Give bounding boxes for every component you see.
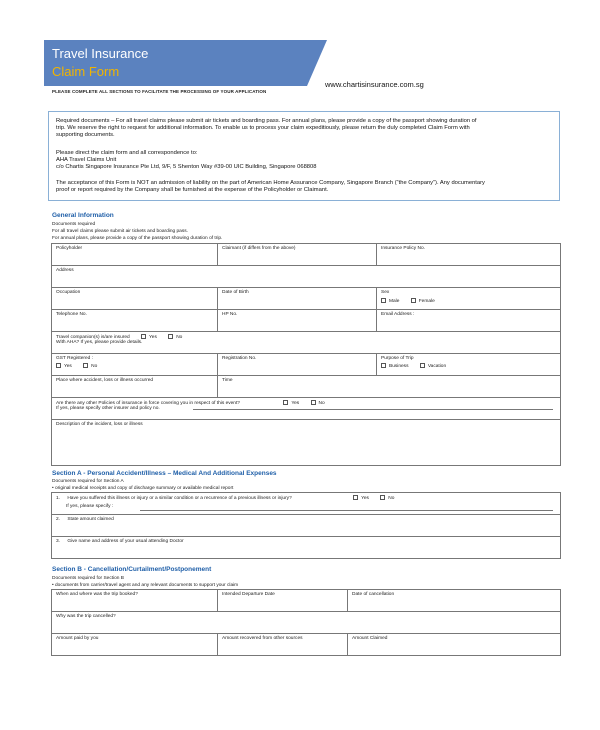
why-cancelled-label: Why was the trip cancelled? (56, 614, 116, 619)
amount-claimed-label: Amount Claimed (352, 636, 388, 641)
sex-field (377, 288, 561, 310)
section-a-table (51, 492, 561, 559)
when-booked-label: When and where was the trip booked? (56, 592, 138, 597)
companions-note: With AHA? If yes, please provide details. (56, 339, 143, 345)
other-policies-yes-checkbox[interactable] (283, 400, 288, 405)
companions-yes-checkbox[interactable] (141, 334, 146, 339)
general-docs: Documents required (52, 222, 96, 227)
policy-no-label: Insurance Policy No. (381, 246, 425, 251)
email-label: Email Address : (381, 312, 415, 317)
q1-field (52, 493, 561, 515)
section-b-docs: Documents required for Section B (52, 576, 124, 581)
address-field[interactable] (52, 266, 561, 288)
occupation-label: Occupation (56, 290, 81, 295)
notice-text: c/o Chartis Singapore Insurance Pte Ltd, 9/F, 5 Shenton Way #39-00 UIC Building, Singapore 068808 (56, 164, 317, 170)
telephone-label: Telephone No. (56, 312, 87, 317)
general-heading: General Information (52, 212, 114, 219)
gst-yes-checkbox[interactable] (56, 363, 61, 368)
registration-field[interactable] (218, 354, 377, 376)
companions-no-label: No (176, 334, 183, 340)
notice-text: supporting documents. (56, 132, 115, 138)
section-b-docs: • documents from carrier/travel agent and any relevant documents to support your claim (52, 583, 239, 588)
description-field[interactable] (52, 420, 561, 466)
male-label: Male (389, 298, 400, 304)
gst-label: GST Registered : (56, 356, 93, 361)
female-label: Female (418, 298, 435, 304)
q1-label: Have you suffered this illness or injury or a similar condition or a recurrence of a previous illness or injury? (67, 495, 292, 501)
companions-no-checkbox[interactable] (168, 334, 173, 339)
q2-label: State amount claimed (67, 517, 114, 522)
cancellation-label: Date of cancellation (352, 592, 395, 597)
section-b-heading: Section B - Cancellation/Curtailment/Postponement (52, 566, 212, 573)
claimant-label: Claimant (if differs from the above) (222, 246, 296, 251)
sex-label: Sex (381, 290, 390, 295)
policyholder-label: Policyholder (56, 246, 83, 251)
general-docs: For annual plans, please provide a copy of the passport showing duration of trip. (52, 236, 223, 241)
email-field[interactable] (377, 310, 561, 332)
other-policies-no-label: No (318, 400, 325, 406)
form-title: Travel Insurance (52, 46, 149, 61)
address-label: Address (56, 268, 74, 273)
amount-paid-field[interactable] (52, 634, 218, 656)
business-checkbox[interactable] (381, 363, 386, 368)
companions-label: Travel companion(s) is/are insured (56, 334, 130, 340)
amount-claimed-field[interactable] (348, 634, 561, 656)
section-b-table (51, 589, 561, 656)
place-field[interactable] (52, 376, 218, 398)
cancellation-field[interactable] (348, 590, 561, 612)
gst-no-label: No (91, 363, 98, 369)
hp-label: HP No. (222, 312, 238, 317)
policy-no-field[interactable] (377, 244, 561, 266)
gst-field (52, 354, 218, 376)
q2-number: 2. (56, 517, 61, 522)
time-field[interactable] (218, 376, 561, 398)
female-checkbox[interactable] (411, 298, 416, 303)
q1-no-checkbox[interactable] (380, 495, 385, 500)
section-a-heading: Section A - Personal Accident/Illness – Medical And Additional Expenses (52, 470, 277, 477)
departure-label: Intended Departure Date (222, 592, 275, 597)
notice-text: proof or report required by the Company shall be furnished at the expense of the Policyholder or Claimant. (56, 187, 329, 193)
q1-number: 1. (56, 495, 61, 501)
notice-text: The acceptance of this Form is NOT an admission of liability on the part of American Home Assurance Company, Singapore Branch (“the Company”). Any documentary (56, 180, 485, 186)
q1-no-label: No (388, 495, 395, 501)
notice-text: Required documents – For all travel claims please submit air tickets and boarding pass. For annual plans, please provide a copy of the passport showing duration of (56, 118, 477, 124)
website-link[interactable]: www.chartisinsurance.com.sg (325, 80, 424, 89)
notice-box (48, 111, 560, 201)
why-cancelled-field[interactable] (52, 612, 561, 634)
q1-specify-label: If yes, please specify : (66, 503, 114, 509)
place-label: Place where accident, loss or illness occurred (56, 378, 154, 383)
companions-field (52, 332, 561, 354)
form-subtitle: Claim Form (52, 64, 120, 79)
purpose-label: Purpose of Trip (381, 356, 414, 361)
time-label: Time (222, 378, 233, 383)
general-info-table (51, 243, 561, 466)
instruction-text: PLEASE COMPLETE ALL SECTIONS TO FACILITATE THE PROCESSING OF YOUR APPLICATION (52, 89, 267, 94)
q2-field[interactable] (52, 515, 561, 537)
policyholder-field[interactable] (52, 244, 218, 266)
occupation-field[interactable] (52, 288, 218, 310)
gst-yes-label: Yes (64, 363, 72, 369)
q3-number: 3. (56, 539, 61, 544)
dob-field[interactable] (218, 288, 377, 310)
notice-text: Please direct the claim form and all correspondence to: (56, 150, 198, 156)
other-specify-label: If yes, please specify other insurer and policy no. (56, 405, 160, 411)
gst-no-checkbox[interactable] (83, 363, 88, 368)
amount-paid-label: Amount paid by you (56, 636, 99, 641)
other-policies-no-checkbox[interactable] (311, 400, 316, 405)
q3-field[interactable] (52, 537, 561, 559)
q1-yes-checkbox[interactable] (353, 495, 358, 500)
telephone-field[interactable] (52, 310, 218, 332)
business-label: Business (389, 363, 409, 369)
companions-yes-label: Yes (149, 334, 157, 340)
general-docs: For all travel claims please submit air tickets and boarding pass. (52, 229, 188, 234)
q1-specify-line[interactable] (140, 510, 553, 511)
dob-label: Date of Birth (222, 290, 249, 295)
vacation-checkbox[interactable] (420, 363, 425, 368)
section-a-docs: Documents required for Section A (52, 479, 124, 484)
q1-yes-label: Yes (361, 495, 369, 501)
amount-recovered-label: Amount recovered from other sources (222, 636, 303, 641)
other-policies-label: Are there any other Policies of insurance in force covering you in respect of this event? (56, 400, 240, 406)
purpose-field (377, 354, 561, 376)
notice-text: AHA Travel Claims Unit (56, 157, 117, 163)
other-specify-line[interactable] (193, 409, 553, 410)
hp-field[interactable] (218, 310, 377, 332)
when-booked-field[interactable] (52, 590, 218, 612)
description-label: Description of the incident, loss or illness (56, 422, 143, 427)
q3-label: Give name and address of your usual attending Doctor (67, 539, 184, 544)
departure-field[interactable] (218, 590, 348, 612)
male-checkbox[interactable] (381, 298, 386, 303)
claimant-field[interactable] (218, 244, 377, 266)
vacation-label: Vacation (427, 363, 447, 369)
notice-text: trip. We reserve the right to request for additional information. To enable us to process your claim expeditiously, please return the duly completed Claim Form with (56, 125, 470, 131)
other-policies-yes-label: Yes (291, 400, 300, 406)
section-a-docs: • original medical receipts and copy of discharge summary or available medical report (52, 486, 234, 491)
registration-label: Registration No. (222, 356, 257, 361)
amount-recovered-field[interactable] (218, 634, 348, 656)
